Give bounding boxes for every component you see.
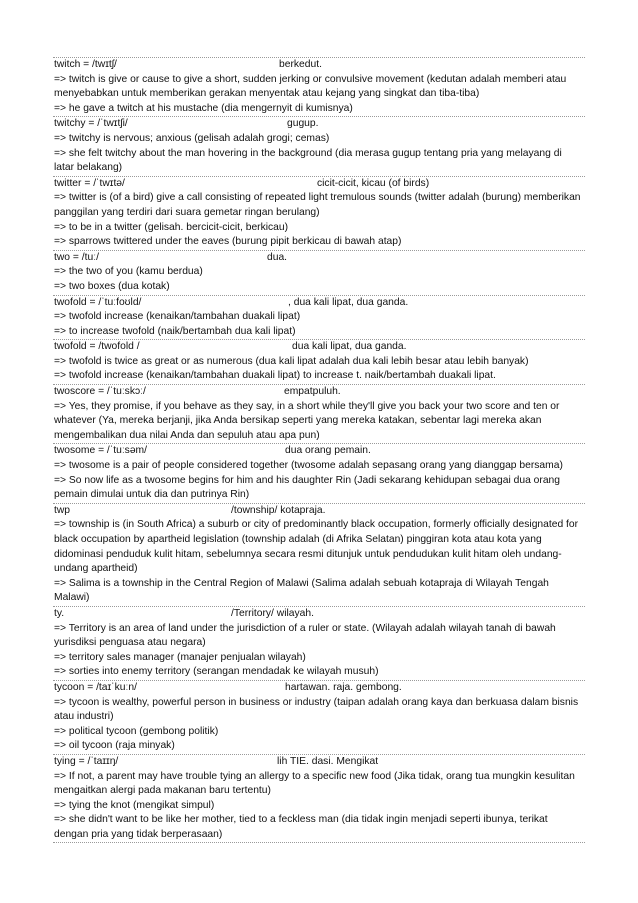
translation: /township/ kotapraja. <box>231 504 326 516</box>
example-line: => township is (in South Africa) a suburb or city of predominantly black occupation, formerly officially designated for black occupation by apartheid legislation (township adalah (di Afrika Selatan) pinggiran kota atau kota yang didominasi penduduk kulit hitam, sebelumnya secara resmi ditunjuk untuk pendudukan kulit hitam oleh undang-undang apartheid) <box>54 519 579 575</box>
example-line: => Yes, they promise, if you behave as they say, in a short while they'll give you back your two score and ten or whatever (Ya, mereka berjanji, jika Anda bersikap seperti yang mereka katakan, sebentar lagi mereka akan mengembalikan dua nilai Anda dan sepuluh atau apa pun) <box>54 400 560 441</box>
translation: gugup. <box>287 118 319 130</box>
entry-header <box>53 296 585 311</box>
headword: twitter = /ˈtwɪtə/ <box>54 177 125 189</box>
example-line: => sorties into enemy territory (serangan mendadak ke wilayah musuh) <box>54 666 379 678</box>
example-line: => twofold increase (kenaikan/tambahan duakali lipat) <box>54 311 301 323</box>
translation: /Territory/ wilayah. <box>231 607 314 619</box>
headword: ty. <box>54 607 65 619</box>
entry-header <box>53 444 585 459</box>
entry-header <box>53 340 585 355</box>
translation: dua kali lipat, dua ganda. <box>292 341 407 353</box>
translation: berkedut. <box>279 59 322 70</box>
example-line: => So now life as a twosome begins for him and his daughter Rin (Jadi sekarang kehidupan sebagai dua orang pemain dimulai untuk dia dan putrinya Rin) <box>54 474 561 501</box>
entry-header <box>53 504 585 519</box>
translation: , dua kali lipat, dua ganda. <box>288 296 409 308</box>
headword: twoscore = /ˈtuːskɔː/ <box>54 386 146 398</box>
headword: twofold = /ˈtuːfoʊld/ <box>54 296 142 308</box>
example-line: => sparrows twittered under the eaves (burung pipit berkicau di bawah atap) <box>54 236 402 248</box>
translation: dua orang pemain. <box>285 445 371 457</box>
entry-header <box>53 385 585 400</box>
entry-header <box>53 755 585 770</box>
entry-header <box>53 251 585 266</box>
translation: lih TIE. dasi. Mengikat <box>277 755 379 767</box>
dictionary-entry <box>53 385 585 444</box>
dictionary-entry <box>53 251 585 296</box>
headword: twitch = /twɪtʃ/ <box>54 59 117 70</box>
entry-header <box>53 177 585 192</box>
dictionary-entry <box>53 607 585 681</box>
example-line: => tying the knot (mengikat simpul) <box>54 799 215 811</box>
headword: twofold = /twofold / <box>54 341 140 353</box>
headword: twp <box>54 504 71 516</box>
translation: empatpuluh. <box>284 386 341 398</box>
example-line: => If not, a parent may have trouble tying an allergy to a specific new food (Jika tidak, orang tua mungkin kesulitan mengaitkan alergi pada makanan baru tertentu) <box>54 770 575 797</box>
example-line: => twitch is give or cause to give a short, sudden jerking or convulsive movement (kedutan adalah memberi atau menyebabkan untuk memberikan gerakan menyentak atau kejang yang singkat dan tiba-tiba) <box>54 73 567 100</box>
example-line: => tycoon is wealthy, powerful person in business or industry (taipan adalah orang kaya dan berkuasa dalam bisnis atau industri) <box>54 696 579 723</box>
translation: dua. <box>267 251 288 263</box>
translation: hartawan. raja. gembong. <box>285 681 402 693</box>
dictionary-page <box>53 57 585 843</box>
entry-header <box>53 58 585 73</box>
dictionary-entry <box>53 755 585 844</box>
example-line: => twosome is a pair of people considered together (twosome adalah sepasang orang yang dianggap bersama) <box>54 460 563 472</box>
dictionary-entry <box>53 444 585 503</box>
example-line: => political tycoon (gembong politik) <box>54 725 219 737</box>
dictionary-entry <box>53 340 585 385</box>
example-line: => she felt twitchy about the man hovering in the background (dia merasa gugup tentang pria yang melayang di latar belakang) <box>54 147 562 174</box>
dictionary-entry <box>53 177 585 251</box>
dictionary-entry <box>53 504 585 607</box>
example-line: => territory sales manager (manajer penjualan wilayah) <box>54 651 306 663</box>
headword: twitchy = /ˈtwɪtʃi/ <box>54 118 128 130</box>
example-line: => twofold is twice as great or as numerous (dua kali lipat adalah dua kali lebih besar atau lebih banyak) <box>54 355 529 367</box>
example-line: => twitchy is nervous; anxious (gelisah adalah grogi; cemas) <box>54 132 330 144</box>
example-line: => she didn't want to be like her mother, tied to a feckless man (dia tidak ingin menjadi seperti ibunya, terikat dengan pria yang tidak berperasaan) <box>54 814 548 840</box>
entry-header <box>53 607 585 622</box>
headword: tycoon = /taɪˈkuːn/ <box>54 681 137 693</box>
example-line: => to be in a twitter (gelisah. bercicit-cicit, berkicau) <box>54 221 289 233</box>
example-line: => two boxes (dua kotak) <box>54 280 170 292</box>
dictionary-entry <box>53 57 585 117</box>
entry-header <box>53 681 585 696</box>
example-line: => Salima is a township in the Central Region of Malawi (Salima adalah sebuah kotapraja di Wilayah Tengah Malawi) <box>54 577 549 604</box>
example-line: => he gave a twitch at his mustache (dia mengernyit di kumisnya) <box>54 102 353 114</box>
translation: cicit-cicit, kicau (of birds) <box>317 177 430 189</box>
headword: twosome = /ˈtuːsəm/ <box>54 445 147 457</box>
example-line: => oil tycoon (raja minyak) <box>54 740 175 752</box>
example-line: => the two of you (kamu berdua) <box>54 266 203 278</box>
dictionary-entry <box>53 681 585 755</box>
dictionary-entry <box>53 296 585 341</box>
example-line: => to increase twofold (naik/bertambah dua kali lipat) <box>54 325 296 337</box>
example-line: => twitter is (of a bird) give a call consisting of repeated light tremulous sounds (twitter adalah (burung) memberikan panggilan yang terdiri dari suara gemetar ringan berulang) <box>54 192 581 218</box>
headword: two = /tuː/ <box>54 251 99 263</box>
example-line: => twofold increase (kenaikan/tambahan duakali lipat) to increase t. naik/bertambah duakali lipat. <box>54 370 496 382</box>
headword: tying = /ˈtaɪɪŋ/ <box>54 755 119 767</box>
entry-header <box>53 117 585 132</box>
dictionary-entry <box>53 117 585 176</box>
example-line: => Territory is an area of land under the jurisdiction of a ruler or state. (Wilayah adalah wilayah tanah di bawah yurisdiksi penguasa atau negara) <box>54 622 556 649</box>
